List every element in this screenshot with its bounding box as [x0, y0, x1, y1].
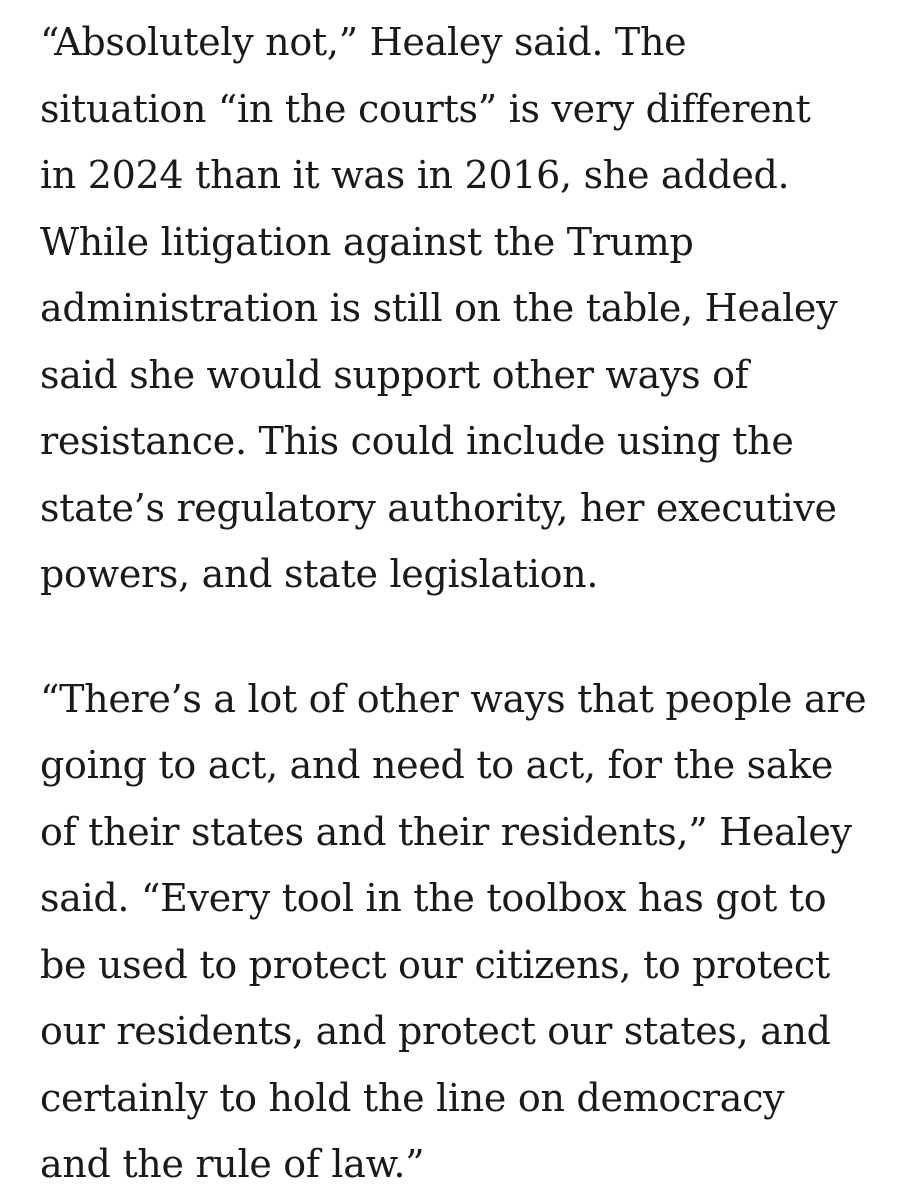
- article-body: [40, 0, 890, 1198]
- text-line: resistance. This could include using the: [40, 419, 794, 463]
- text-line: in 2024 than it was in 2016, she added.: [40, 153, 790, 197]
- text-line: “There’s a lot of other ways that people are: [40, 676, 867, 721]
- text-line: situation “in the courts” is very different: [40, 86, 811, 131]
- text-line: powers, and state legislation.: [40, 552, 599, 596]
- text-line: going to act, and need to act, for the sake: [40, 743, 834, 787]
- text-line: said she would support other ways of: [40, 352, 749, 397]
- text-line: “Absolutely not,” Healey said. The: [40, 20, 687, 64]
- text-line: of their states and their residents,” Healey: [40, 809, 852, 854]
- paragraph: [40, 9, 890, 608]
- text-line: state’s regulatory authority, her executive: [40, 485, 837, 530]
- text-line: be used to protect our citizens, to protect: [40, 942, 830, 987]
- text-line: certainly to hold the line on democracy: [40, 1075, 785, 1120]
- text-line: and the rule of law.”: [40, 1142, 425, 1186]
- text-line: our residents, and protect our states, and: [40, 1009, 831, 1053]
- paragraph: [40, 666, 890, 1198]
- text-line: said. “Every tool in the toolbox has got to: [40, 876, 827, 920]
- text-line: administration is still on the table, Healey: [40, 286, 838, 330]
- text-line: While litigation against the Trump: [40, 219, 694, 264]
